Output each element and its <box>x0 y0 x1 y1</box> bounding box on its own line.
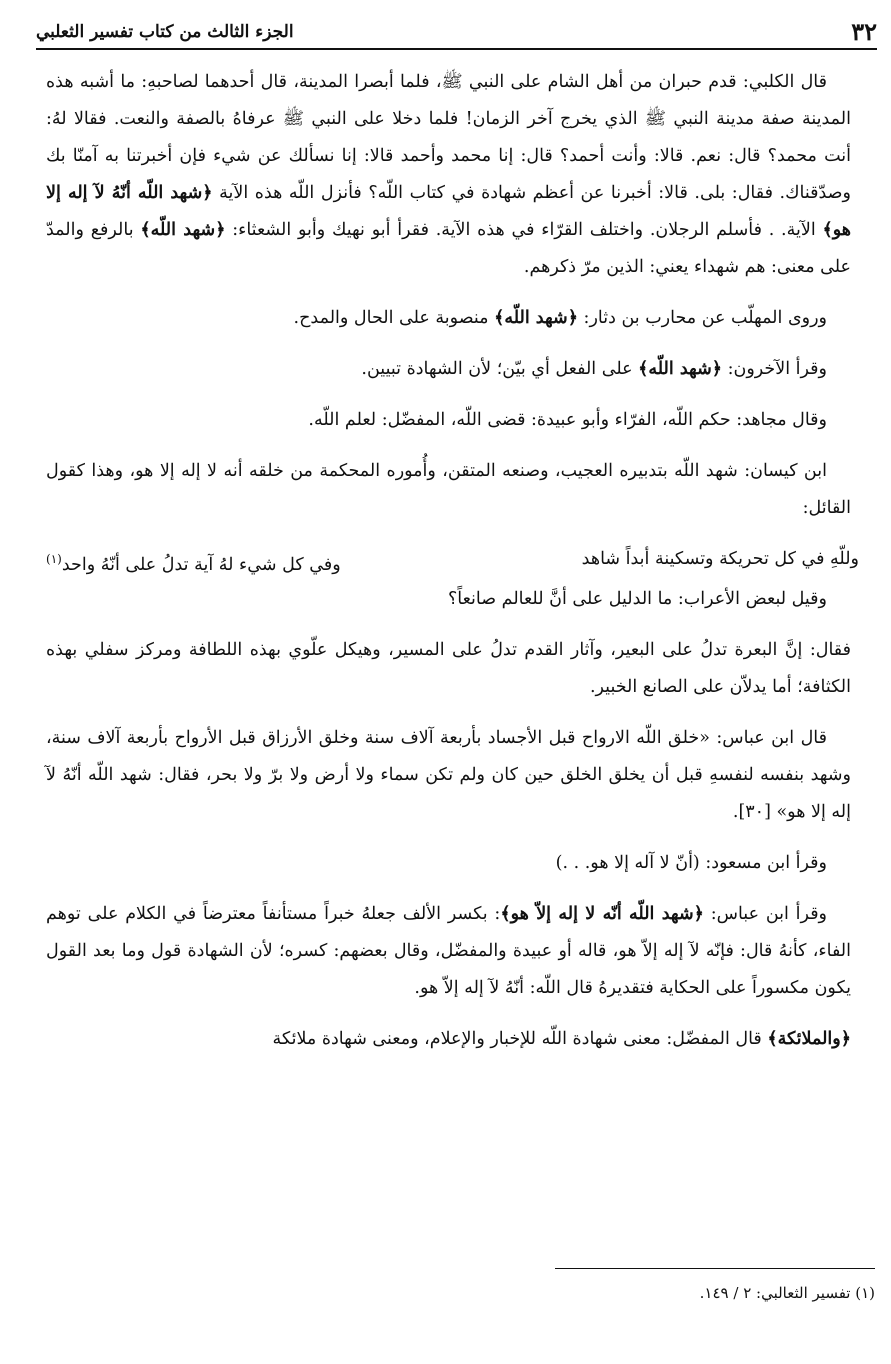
footnote: (١) تفسير الثعالبي: ٢ / ١٤٩. <box>699 1284 875 1302</box>
quran-quote: ﴿شهد اللّه﴾ <box>494 308 578 328</box>
poetry-verse <box>46 541 859 581</box>
paragraph-ibn-masud: وقرأ ابن مسعود: (أنّ لا آله إلا هو. . .) <box>555 853 827 873</box>
quran-quote: ﴿شهد اللّه أنّهُ لآ إله إلا هو﴾ <box>46 183 851 240</box>
paragraph-ibn-kaysan: ابن كيسان: شهد اللّه بتدبيره العجيب، وصنعه المتقن، وأُموره المحكمة من خلقه أنه لا إله إلا هو، وهذا كقول القائل: <box>46 461 851 518</box>
paragraph-ibn-abbas-hadith: قال ابن عباس: «خلق اللّه الارواح قبل الأجساد بأربعة آلاف سنة وخلق الأرزاق قبل الأرواح بأربعة آلاف سنة، وشهد بنفسه لنفسهِ قبل أن يخلق الخلق حين كان ولم تكن سماء ولا أرض ولا برّ ولا بحر، فقال: شهد اللّه أنّهُ لآ إله إلا هو» [٣٠]. <box>46 728 851 822</box>
page-body <box>46 64 859 1058</box>
header-rule <box>36 48 877 50</box>
verse-hemistich-first: وللّهِ في كل تحريكة وتسكينة أبداً شاهد <box>581 549 859 569</box>
footnote-rule <box>555 1268 875 1269</box>
quran-quote: ﴿شهد اللّه﴾ <box>140 220 226 240</box>
verse-hemistich-second: وفي كل شيء لهُ آية تدلُ على أنّهُ واحد$^{(١)}$ <box>46 552 341 575</box>
paragraph-arab-answer: فقال: إنَّ البعرة تدلُ على البعير، وآثار القدم تدلُ على المسير، وهيكل علّوي بهذه اللطافة ومركز سفلي بهذه الكثافة؛ أما يدلاّن على الصانع الخبير. <box>46 640 851 697</box>
page-number: ٣٢ <box>851 17 877 46</box>
paragraph-ibn-abbas-reading: وقرأ ابن عباس: ﴿شهد اللّه أنّه لا إله إلاّ هو﴾: بكسر الألف جعلهُ خبراً مستأنفاً معترضاً في الكلام على توهم الفاء، كأنهُ قال: فإنّه لآ إله إلاّ هو، قاله أو عبيدة والمفضّل، وقال بعضهم: كسره؛ لأن الشهادة قول وما بعد القول يكون مكسوراً على الحكاية فتقديرهُ قال اللّه: أنّهُ لآ إله إلاّ هو. <box>46 904 851 998</box>
quran-quote: ﴿والملائكة﴾ <box>767 1029 851 1049</box>
paragraph-kalbi: قال الكلبي: قدم حبران من أهل الشام على النبي ﷺ، فلما أبصرا المدينة، قال أحدهما لصاحبهِ: ما أشبه هذه المدينة صفة مدينة النبي ﷺ الذي يخرج آخر الزمان! فلما دخلا على النبي ﷺ عرفاهُ بالصفة والنعت. فقالا لهُ: أنت محمد؟ قال: نعم. قالا: وأنت أحمد؟ قال: إنا محمد وأحمد قالا: إنا نسألك عن شيء فإن أخبرتنا به آمنّا بك وصدّقناك. فقال: بلى. قالا: أخبرنا عن أعظم شهادة في كتاب اللّه؟ فأنزل اللّه هذه الآية ﴿شهد اللّه أنّهُ لآ إله إلا هو﴾ الآية. . فأسلم الرجلان. واختلف القرّاء في هذه الآية. فقرأ أبو نهيك وأبو الشعثاء: ﴿شهد اللّه﴾ بالرفع والمدّ على معنى: هم شهداء يعني: الذين مرّ ذكرهم. <box>46 72 851 277</box>
paragraph-muhallab: وروى المهلّب عن محارب بن دثار: ﴿شهد اللّه﴾ منصوبة على الحال والمدح. <box>293 308 827 328</box>
quran-quote: ﴿شهد اللّه﴾ <box>638 359 723 379</box>
paragraph-mujahid: وقال مجاهد: حكم اللّه، الفرّاء وأبو عبيدة: قضى اللّه، المفضّل: لعلم اللّه. <box>308 410 827 430</box>
paragraph-arab-question: وقيل لبعض الأعراب: ما الدليل على أنَّ للعالم صانعاً؟ <box>447 589 827 609</box>
paragraph-others: وقرأ الآخرون: ﴿شهد اللّه﴾ على الفعل أي بيّن؛ لأن الشهادة تبيين. <box>361 359 827 379</box>
footnote-marker: (١) <box>46 552 62 566</box>
running-title: الجزء الثالث من كتاب تفسير الثعلبي <box>36 22 294 42</box>
quran-quote: ﴿شهد اللّه أنّه لا إله إلاّ هو﴾ <box>500 904 704 924</box>
paragraph-malaika: ﴿والملائكة﴾ قال المفضّل: معنى شهادة اللّه للإخبار والإعلام، ومعنى شهادة ملائكة <box>272 1029 851 1049</box>
page-header <box>36 18 877 46</box>
